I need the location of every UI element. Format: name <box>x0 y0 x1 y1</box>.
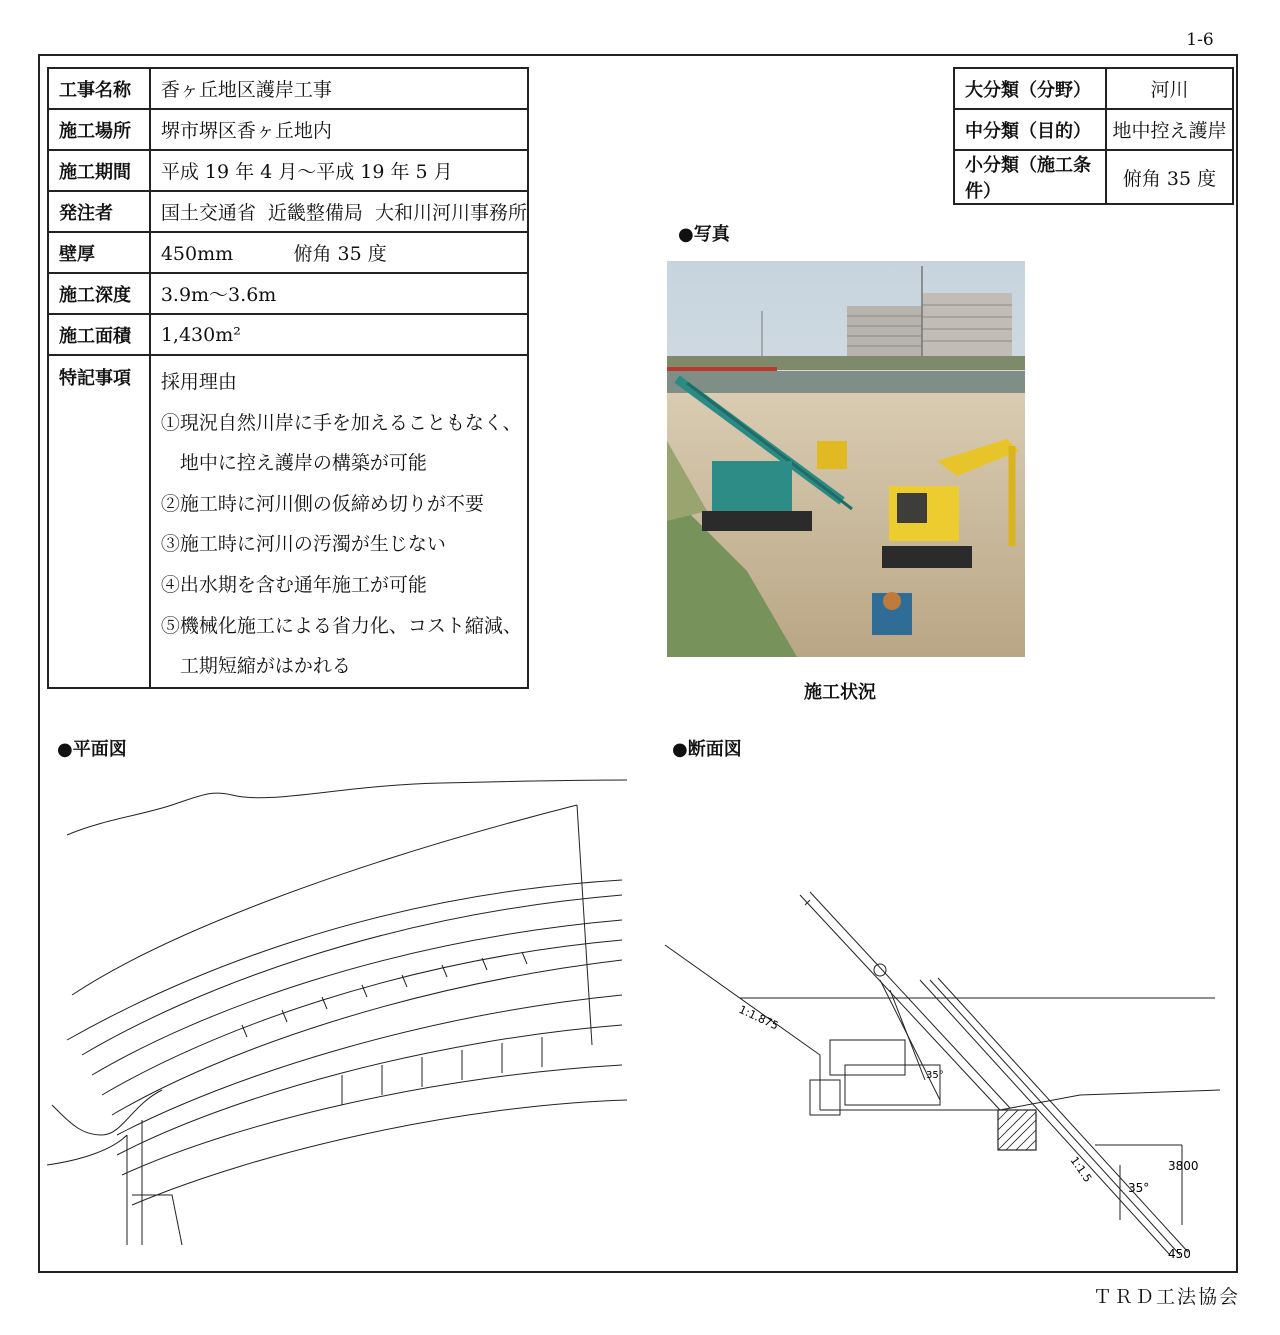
section-title: ●断面図 <box>672 739 742 760</box>
photo-title: ●写真 <box>678 224 730 245</box>
info-value: 国土交通省 近畿整備局 大和川河川事務所 <box>150 191 528 232</box>
info-label: 工事名称 <box>48 68 150 109</box>
notes-line: ③施工時に河川の汚濁が生じない <box>160 533 446 556</box>
footer-org: ＴＲＤ工法協会 <box>1092 1286 1240 1308</box>
classification-label: 小分類（施工条件） <box>954 150 1106 204</box>
notes-line: ⑤機械化施工による省力化、コスト縮減、 <box>160 614 522 637</box>
notes-line: 工期短縮がはかれる <box>160 655 351 678</box>
info-label: 壁厚 <box>48 232 150 273</box>
info-row <box>48 273 528 314</box>
info-label: 施工深度 <box>48 273 150 314</box>
classification-label: 中分類（目的） <box>954 109 1106 150</box>
info-value: 3.9m～3.6m <box>150 273 528 314</box>
classification-value: 河川 <box>1106 68 1233 109</box>
classification-label: 大分類（分野） <box>954 68 1106 109</box>
info-row <box>48 109 528 150</box>
info-row <box>48 191 528 232</box>
slope-label-lower: 1:1.5 <box>1067 1154 1095 1185</box>
notes-line: ②施工時に河川側の仮締め切りが不要 <box>160 492 484 515</box>
info-label: 施工場所 <box>48 109 150 150</box>
info-label: 施工期間 <box>48 150 150 191</box>
notes-line: ④出水期を含む通年施工が可能 <box>160 573 427 596</box>
angle-label: 35° <box>1128 1181 1150 1195</box>
info-row <box>48 232 528 273</box>
thickness-label: 450 <box>1168 1247 1191 1261</box>
notes-line: 採用理由 <box>160 371 237 393</box>
info-row <box>48 314 528 355</box>
section-drawing <box>660 880 1225 1265</box>
notes-content <box>150 355 528 688</box>
classification-value: 地中控え護岸 <box>1106 109 1233 150</box>
info-row <box>48 150 528 191</box>
classification-row <box>954 109 1233 150</box>
plan-title: ●平面図 <box>57 739 127 760</box>
notes-line: ①現況自然川岸に手を加えることもなく、 <box>160 411 522 434</box>
info-label: 発注者 <box>48 191 150 232</box>
construction-photo-drawing <box>667 261 1025 657</box>
notes-line: 地中に控え護岸の構築が可能 <box>160 452 427 475</box>
info-value: 香ヶ丘地区護岸工事 <box>150 68 528 109</box>
photo-caption: 施工状況 <box>804 682 876 703</box>
info-value: 1,430m² <box>150 314 528 355</box>
info-value: 450mm 俯角 35 度 <box>150 232 528 273</box>
info-row <box>48 68 528 109</box>
classification-row <box>954 150 1233 204</box>
slope-label-upper: 1:1.875 <box>736 1002 781 1033</box>
depth-label: 3800 <box>1168 1159 1199 1173</box>
project-info-table <box>47 67 529 689</box>
classification-row <box>954 68 1233 109</box>
info-value: 平成 19 年 4 月～平成 19 年 5 月 <box>150 150 528 191</box>
page-number: 1-6 <box>1186 30 1214 50</box>
construction-photo <box>667 261 1025 657</box>
classification-value: 俯角 35 度 <box>1106 150 1233 204</box>
notes-row <box>48 355 528 688</box>
info-value: 堺市堺区香ヶ丘地内 <box>150 109 528 150</box>
notes-label: 特記事項 <box>48 355 150 688</box>
info-label: 施工面積 <box>48 314 150 355</box>
angle-label-small: 35° <box>926 1070 944 1081</box>
classification-table <box>953 67 1234 205</box>
plan-drawing <box>42 775 642 1255</box>
